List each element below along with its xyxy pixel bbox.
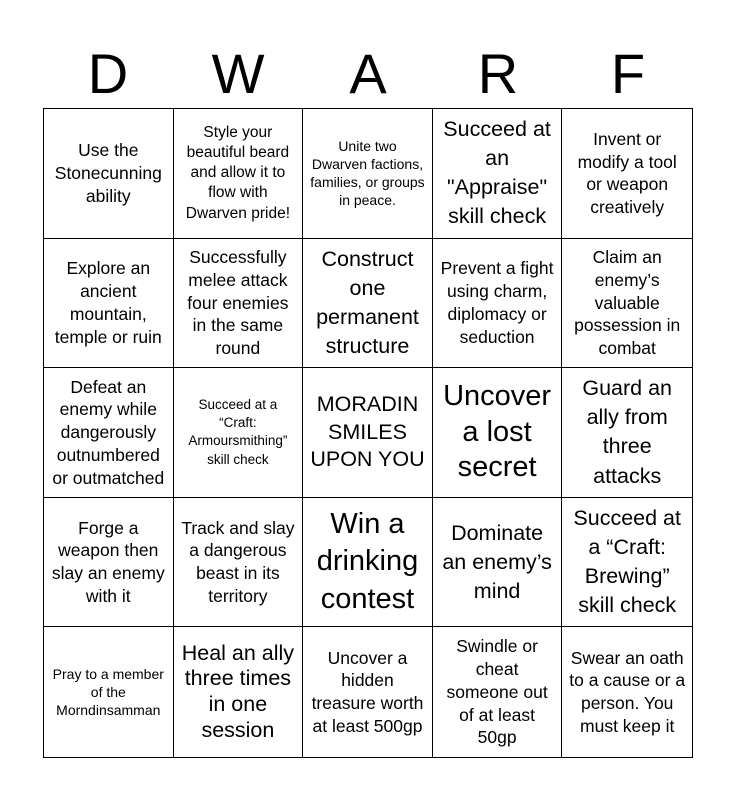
header-letter-f: F [610,42,646,105]
bingo-cell[interactable]: Win a drinking contest [303,498,433,628]
bingo-cell[interactable]: Explore an ancient mountain, temple or ruin [44,239,174,369]
header-letter-w: W [211,42,265,105]
bingo-cell[interactable]: Uncover a hidden treasure worth at least 500gp [303,627,433,757]
bingo-cell[interactable]: Successfully melee attack four enemies in the same round [174,239,304,369]
header-letter-r: R [477,42,519,105]
bingo-cell[interactable]: Style your beautiful beard and allow it to flow with Dwarven pride! [174,109,304,239]
bingo-cell[interactable]: Construct one permanent structure [303,239,433,369]
bingo-cell[interactable]: Swindle or cheat someone out of at least 50gp [433,627,563,757]
bingo-cell[interactable]: Defeat an enemy while dangerously outnumbered or outmatched [44,368,174,498]
bingo-cell[interactable]: Uncover a lost secret [433,368,563,498]
bingo-header [43,40,693,108]
bingo-cell[interactable]: Swear an oath to a cause or a person. You must keep it [569,647,686,736]
bingo-cell[interactable]: MORADIN SMILES UPON YOU [303,368,433,498]
bingo-cell[interactable]: Succeed at a “Craft: Brewing” skill check [562,498,692,628]
bingo-cell[interactable]: Dominate an enemy’s mind [433,498,563,628]
bingo-board [43,108,693,758]
bingo-cell[interactable]: Heal an ally three times in one session [174,627,304,757]
bingo-cell[interactable]: Pray to a member of the Morndinsamman [44,627,174,757]
bingo-cell[interactable]: Succeed at an "Appraise" skill check [433,109,563,239]
bingo-cell[interactable]: Claim an enemy’s valuable possession in combat [562,239,692,369]
bingo-cell[interactable]: Invent or modify a tool or weapon creatively [562,109,692,239]
bingo-cell[interactable]: Prevent a fight using charm, diplomacy or seduction [433,239,563,369]
bingo-cell[interactable]: Forge a weapon then slay an enemy with it [44,498,174,628]
header-letter-d: D [87,42,129,105]
bingo-cell[interactable]: Use the Stonecunning ability [44,109,174,239]
header-letter-a: A [349,42,387,105]
bingo-cell[interactable]: Guard an ally from three attacks [562,368,692,498]
bingo-cell[interactable]: Track and slay a dangerous beast in its territory [174,498,304,628]
bingo-cell[interactable]: Unite two Dwarven factions, families, or groups in peace. [303,109,433,239]
bingo-cell[interactable]: Succeed at a “Craft: Armoursmithing” skill check [174,368,304,498]
